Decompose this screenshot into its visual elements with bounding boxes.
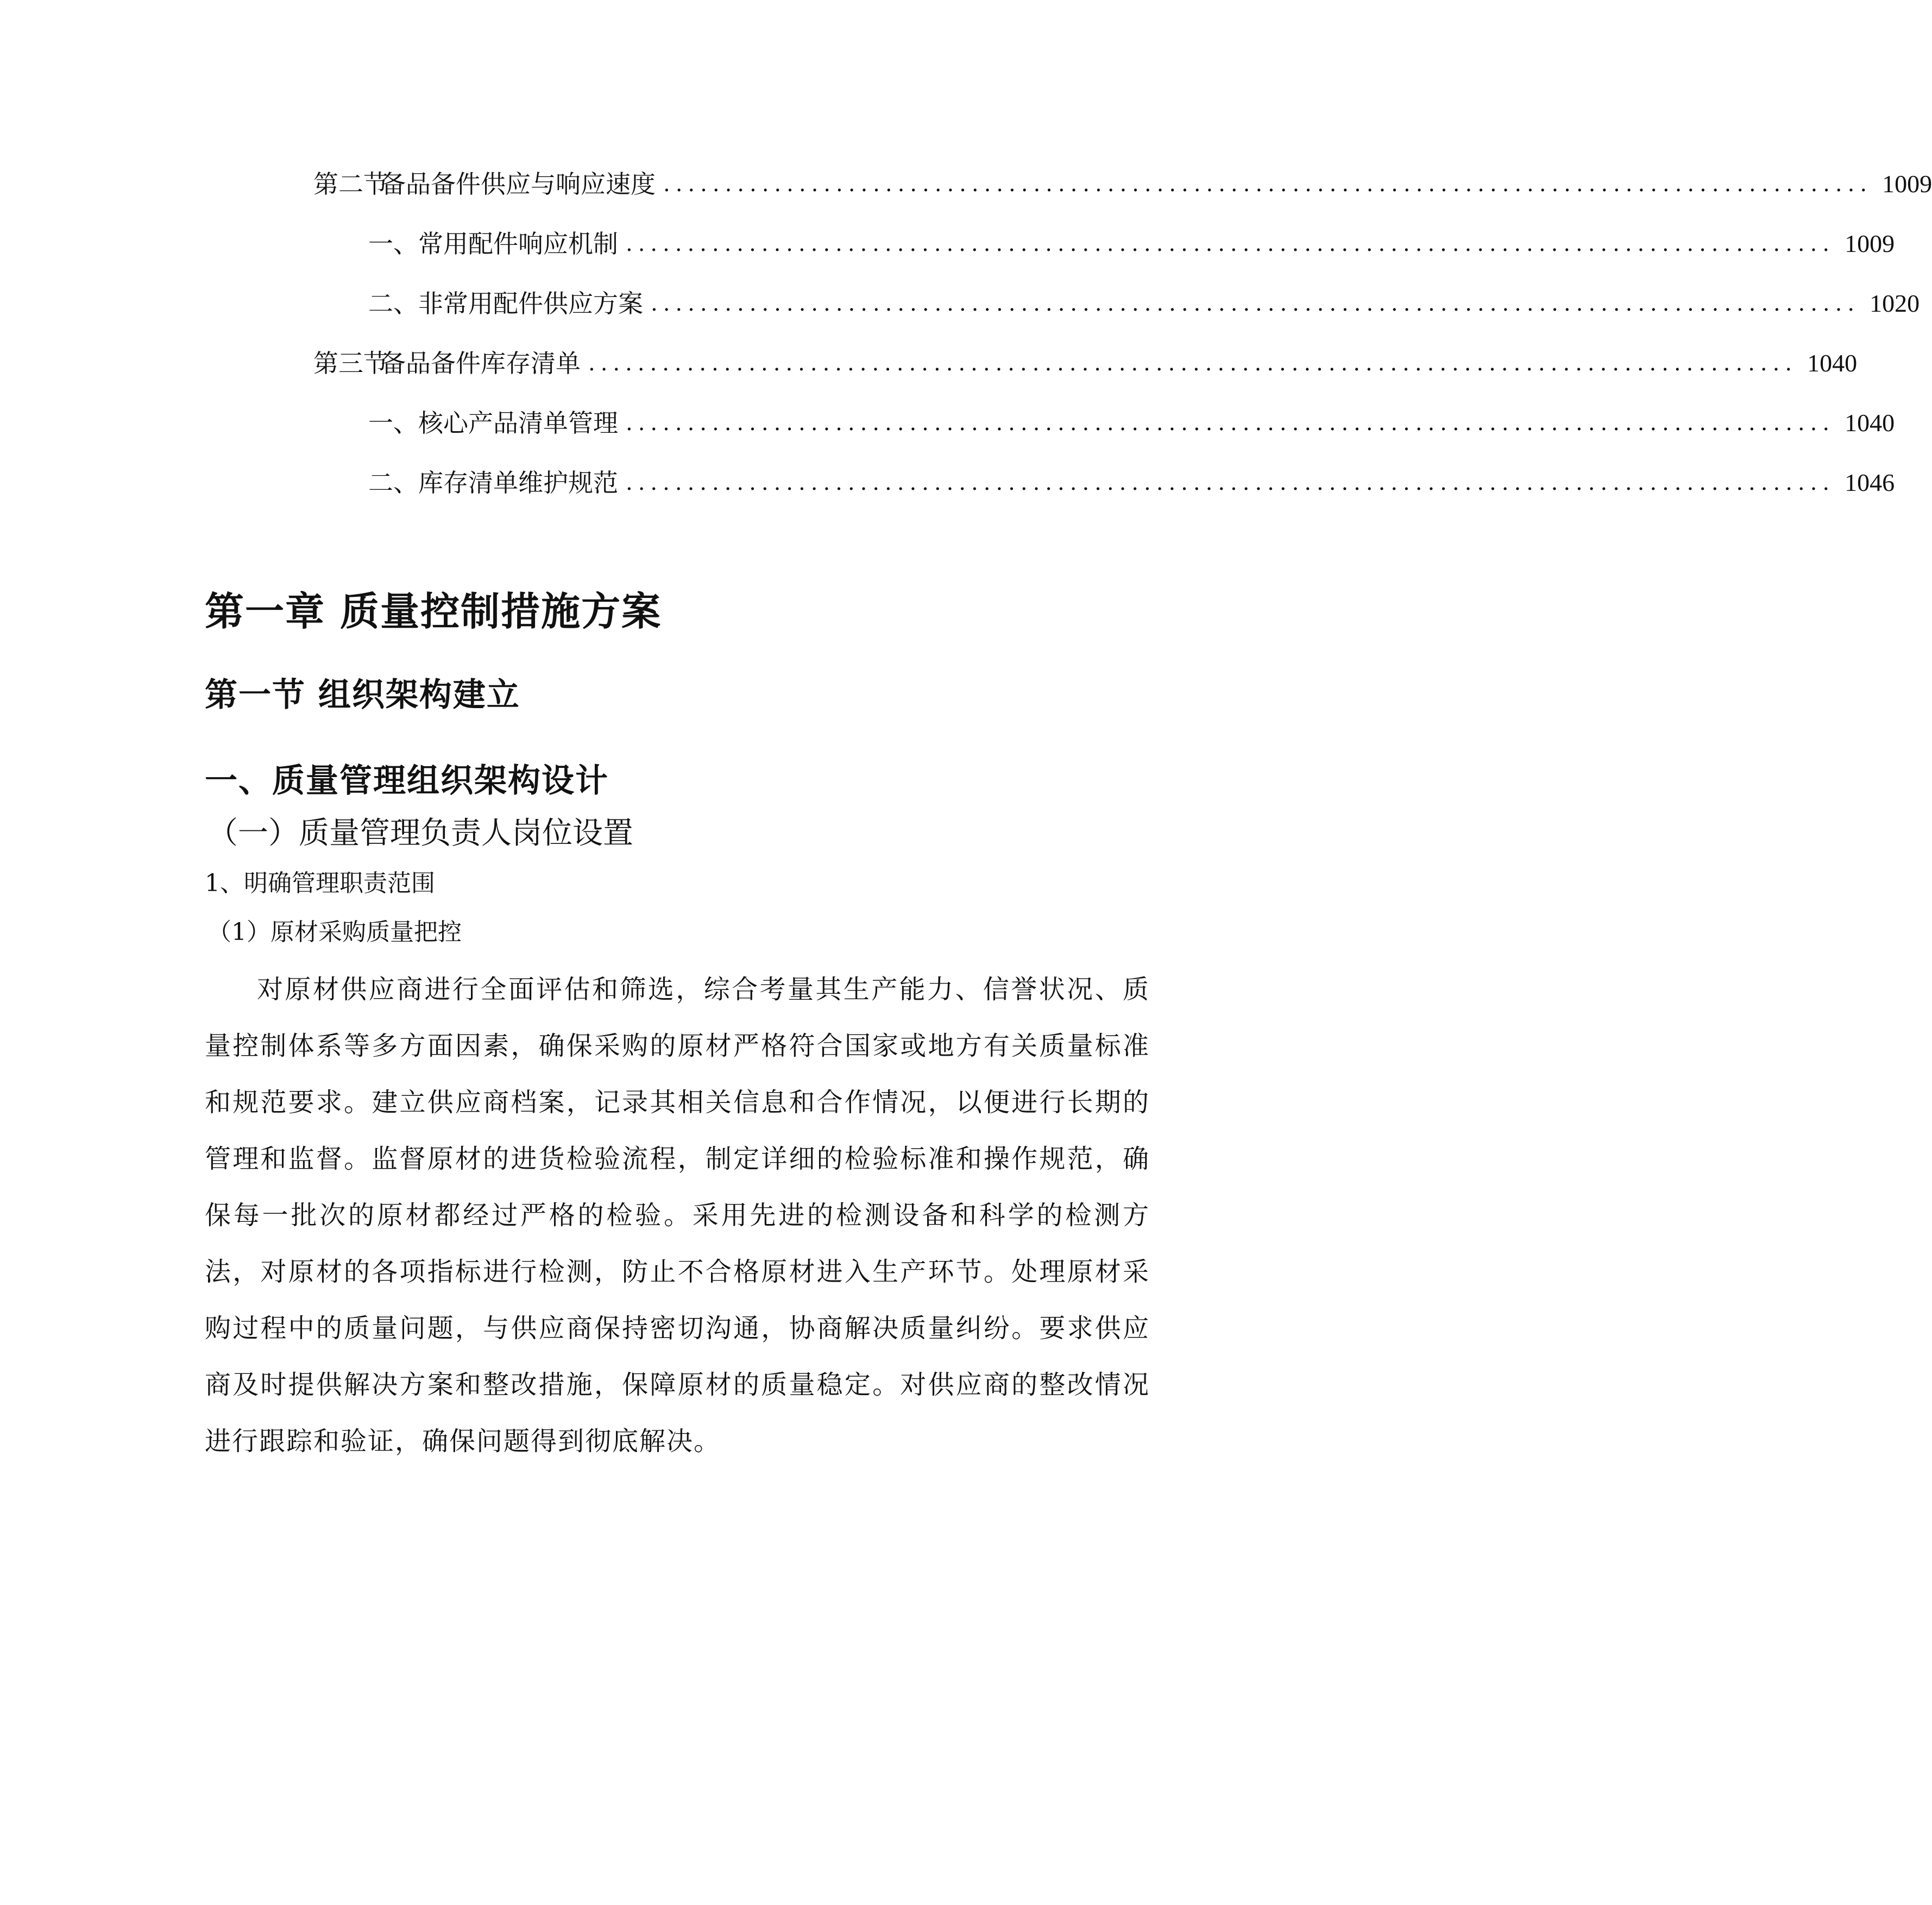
toc-entry-label: 核心产品清单管理 bbox=[418, 408, 618, 438]
toc-entry-page: 1040 bbox=[1807, 349, 1858, 377]
toc-entry-number: 第三节 bbox=[313, 349, 388, 378]
toc-entry-page: 1009 bbox=[1882, 170, 1932, 198]
toc-entry-label: 非常用配件供应方案 bbox=[418, 289, 643, 318]
toc-entry-number: 一、 bbox=[368, 408, 418, 438]
item-title: （一）质量管理负责人岗位设置 bbox=[207, 816, 633, 851]
toc-entry-label: 常用配件响应机制 bbox=[418, 229, 618, 258]
section-title: 第一节 组织架构建立 bbox=[205, 676, 520, 714]
toc-leader-dots: .................................................................................................. bbox=[626, 411, 1835, 436]
toc-entry-number: 一、 bbox=[368, 229, 418, 258]
toc-entry-label: 备品备件库存清单 bbox=[381, 349, 581, 378]
subpoint-title: （1）原材采购质量把控 bbox=[207, 918, 462, 946]
body-paragraph: 对原材供应商进行全面评估和筛选，综合考量其生产能力、信誉状况、质量控制体系等多方面因素，确保采购的原材严格符合国家或地方有关质量标准和规范要求。建立供应商档案，记录其相关信息和合作情况，以便进行长期的管理和监督。监督原材的进货检验流程，制定详细的检验标准和操作规范，确保每一批次的原材都经过严格的检验。采用先进的检测设备和科学的检测方法，对原材的各项指标进行检测，防止不合格原材进入生产环节。处理原材采购过程中的质量问题，与供应商保持密切沟通，协商解决质量纠纷。要求供应商及时提供解决方案和整改措施，保障原材的质量稳定。对供应商的整改情况进行跟踪和验证，确保问题得到彻底解决。 bbox=[205, 974, 1150, 1456]
toc-leader-dots: .................................................................................................. bbox=[651, 291, 1860, 316]
toc-entry-page: 1009 bbox=[1845, 230, 1895, 257]
toc-leader-dots: .................................................................................................. bbox=[588, 351, 1798, 376]
toc-entry-number: 二、 bbox=[368, 468, 418, 497]
toc-entry-number: 第二节 bbox=[313, 169, 388, 199]
toc-entry[interactable] bbox=[313, 165, 1932, 203]
point-title: 1、明确管理职责范围 bbox=[205, 869, 435, 897]
toc-leader-dots: .................................................................................................. bbox=[626, 470, 1835, 495]
toc-entry-label: 库存清单维护规范 bbox=[418, 468, 618, 497]
toc-leader-dots: .................................................................................................. bbox=[626, 231, 1835, 256]
toc-leader-dots: .................................................................................................. bbox=[663, 172, 1873, 197]
toc-entry[interactable] bbox=[368, 404, 1895, 442]
toc-entry-label: 备品备件供应与响应速度 bbox=[381, 169, 656, 199]
toc-entry-page: 1020 bbox=[1870, 289, 1920, 317]
toc-entry[interactable] bbox=[368, 225, 1895, 263]
toc-entry[interactable] bbox=[313, 344, 1858, 382]
toc-entry-number: 二、 bbox=[368, 289, 418, 318]
subsection-title: 一、质量管理组织架构设计 bbox=[205, 762, 609, 800]
toc-entry[interactable] bbox=[368, 285, 1920, 323]
toc-entry-page: 1040 bbox=[1845, 409, 1895, 437]
chapter-title: 第一章 质量控制措施方案 bbox=[205, 589, 662, 634]
toc-entry-page: 1046 bbox=[1845, 469, 1895, 496]
toc-entry[interactable] bbox=[368, 464, 1895, 502]
